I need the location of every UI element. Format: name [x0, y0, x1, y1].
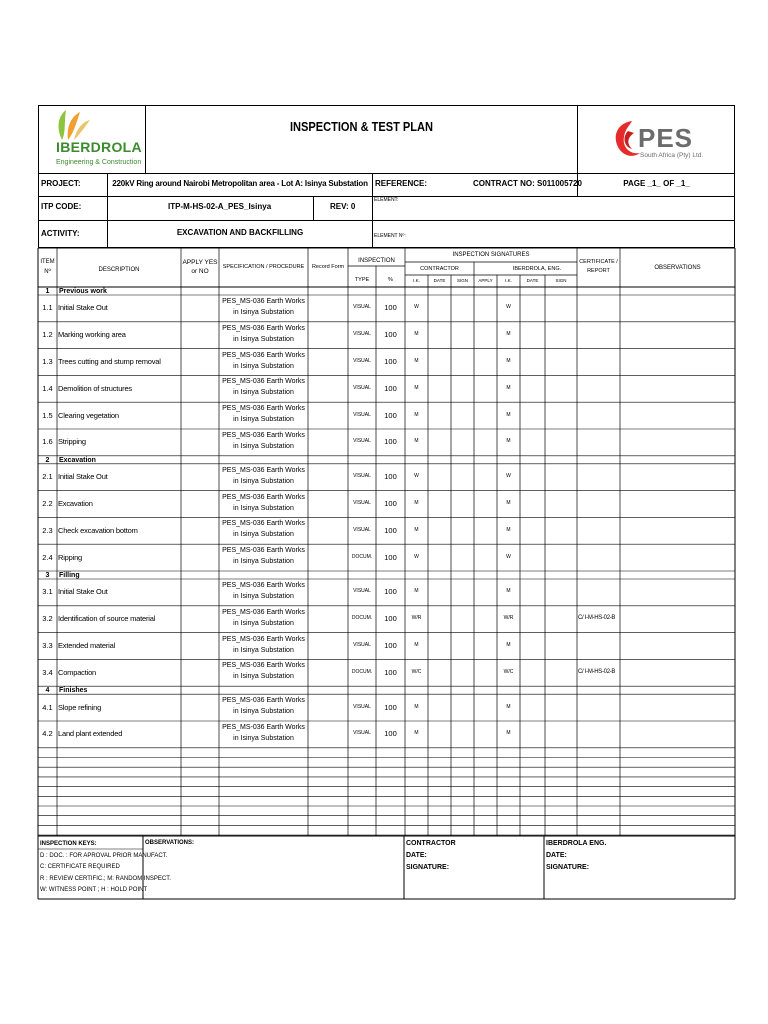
footer-observations-label: OBSERVATIONS: [145, 840, 195, 846]
item-inspection-type: DOCUM. [351, 615, 373, 622]
footer-contractor-date: DATE: [406, 852, 427, 859]
item-inspection-percent: 100 [384, 667, 397, 677]
page-title: INSPECTION & TEST PLAN [289, 119, 434, 134]
item-iberdrola-ik: W [506, 473, 511, 480]
item-description: Stripping [58, 437, 86, 447]
item-iberdrola-ik: M [506, 703, 511, 710]
section-title: Previous work [59, 288, 107, 295]
item-specification: PES_MS-036 Earth Works in Isinya Substation [222, 432, 305, 450]
item-inspection-type: VISUAL [353, 358, 371, 364]
iberdrola-logo-tagline: Engineering & Construction [56, 159, 142, 166]
footer-contractor-signature: SIGNATURE: [406, 864, 450, 871]
item-iberdrola-ik: M [506, 730, 511, 737]
item-iberdrola-ik: M [506, 438, 511, 445]
item-specification: PES_MS-036 Earth Works in Isinya Substation [222, 351, 305, 370]
item-inspection-percent: 100 [384, 702, 397, 712]
item-iberdrola-ik: M [506, 642, 511, 648]
item-iberdrola-ik: M [506, 358, 511, 364]
item-certificate: C/ I-M-HS-02-B [578, 668, 616, 675]
item-specification: PES_MS-036 Earth Works in Isinya Substation [222, 582, 305, 600]
project-value: 220kV Ring around Nairobi Metropolitan area - Lot A: Isinya Substation [112, 179, 368, 188]
item-inspection-type: DOCUM. [351, 553, 373, 560]
element-label: ELEMENT: [374, 197, 399, 203]
item-contractor-ik: W/C [411, 668, 422, 675]
item-number: 4.2 [42, 729, 53, 739]
item-specification: PES_MS-036 Earth Works in Isinya Substation [222, 724, 305, 742]
item-iberdrola-ik: W/C [503, 668, 514, 675]
page-number: PAGE _1_ OF _1_ [623, 179, 690, 188]
item-iberdrola-ik: M [506, 526, 511, 533]
item-description: Excavation [58, 499, 93, 508]
item-inspection-type: VISUAL [353, 526, 371, 533]
item-inspection-type: VISUAL [353, 331, 371, 338]
item-number: 3.3 [42, 641, 53, 650]
footer-iberdrola-signature: SIGNATURE: [546, 864, 590, 871]
item-inspection-type: VISUAL [353, 588, 371, 595]
col-apply-header: APPLY YES or NO [182, 259, 218, 275]
item-specification: PES_MS-036 Earth Works in Isinya Substation [222, 635, 305, 654]
inspection-key-1: D : DOC. : FOR APROVAL PRIOR MANUFACT. [40, 853, 168, 859]
item-description: Compaction [58, 667, 97, 677]
item-specification: PES_MS-036 Earth Works in Isinya Substation [222, 697, 305, 716]
item-number: 4.1 [42, 702, 53, 712]
item-number: 1.6 [42, 437, 53, 447]
item-inspection-percent: 100 [384, 357, 397, 366]
item-inspection-type: VISUAL [353, 438, 371, 445]
item-specification: PES_MS-036 Earth Works in Isinya Substation [222, 324, 305, 343]
item-specification: PES_MS-036 Earth Works in Isinya Substation [222, 378, 305, 397]
col-iberdrola-header: IBERDROLA, ENG. [512, 266, 562, 272]
item-inspection-percent: 100 [384, 641, 397, 650]
inspection-key-4: W: WITNESS POINT ; H : HOLD POINT [40, 887, 148, 893]
item-contractor-ik: W [414, 304, 419, 311]
item-description: Land plant extended [58, 729, 123, 739]
inspection-keys-title: INSPECTION KEYS: [40, 841, 97, 847]
item-inspection-type: VISUAL [353, 642, 371, 648]
element-number-label: ELEMENT Nº: [374, 233, 406, 239]
item-specification: PES_MS-036 Earth Works in Isinya Substation [222, 298, 305, 316]
item-description: Initial Stake Out [58, 587, 108, 597]
sub-header-5: I.K. [505, 278, 512, 283]
item-description: Slope refining [58, 702, 102, 712]
section-title: Filling [59, 572, 80, 579]
item-contractor-ik: M [414, 500, 419, 506]
item-specification: PES_MS-036 Earth Works in Isinya Substation [222, 520, 305, 539]
item-inspection-type: VISUAL [353, 411, 371, 418]
item-specification: PES_MS-036 Earth Works in Isinya Substation [222, 466, 305, 485]
item-iberdrola-ik: M [506, 411, 511, 418]
item-specification: PES_MS-036 Earth Works in Isinya Substation [222, 608, 305, 627]
reference-label: REFERENCE: [375, 179, 428, 188]
col-spec-header: SPECIFICATION / PROCEDURE [222, 264, 305, 270]
item-iberdrola-ik: M [506, 331, 511, 338]
item-contractor-ik: M [414, 588, 419, 595]
item-number: 1.1 [42, 303, 53, 313]
item-description: Check excavation bottom [58, 525, 138, 535]
item-inspection-type: VISUAL [353, 500, 371, 506]
item-specification: PES_MS-036 Earth Works in Isinya Substation [222, 493, 305, 512]
item-inspection-percent: 100 [384, 525, 397, 535]
item-number: 3.4 [42, 667, 53, 677]
pes-logo-tagline: South Africa (Pty) Ltd. [640, 152, 704, 159]
col-type-header: TYPE [354, 277, 370, 283]
footer-iberdrola-label: IBERDROLA ENG. [546, 840, 607, 847]
item-description: Trees cutting and stump removal [58, 357, 161, 366]
item-contractor-ik: M [414, 358, 419, 364]
sub-header-1: I.K. [413, 278, 420, 283]
item-contractor-ik: M [414, 642, 419, 648]
col-record-header: Record Form [311, 264, 345, 270]
inspection-key-2: C: CERTIFICATE REQUIRED [40, 864, 120, 870]
item-certificate: C/ I-M-HS-02-B [578, 615, 616, 622]
item-inspection-type: VISUAL [353, 384, 371, 391]
sub-header-7: SIGN [555, 278, 567, 283]
item-contractor-ik: M [414, 411, 419, 418]
project-label: PROJECT: [41, 179, 81, 188]
col-cert-header: CERTIFICATE / REPORT [579, 259, 618, 274]
item-iberdrola-ik: W [506, 553, 511, 560]
item-description: Marking working area [58, 330, 126, 340]
col-percent-header: % [388, 277, 393, 283]
col-signatures-header: INSPECTION SIGNATURES [452, 252, 530, 258]
item-description: Demolition of structures [58, 383, 132, 393]
item-inspection-percent: 100 [384, 410, 397, 420]
item-description: Clearing vegetation [58, 410, 119, 420]
item-inspection-type: VISUAL [353, 730, 371, 737]
sub-header-2: DATE [433, 278, 446, 283]
col-observations-header: OBSERVATIONS [654, 265, 701, 271]
item-description: Ripping [58, 552, 83, 562]
item-inspection-percent: 100 [384, 303, 397, 313]
item-inspection-percent: 100 [384, 330, 397, 340]
item-specification: PES_MS-036 Earth Works in Isinya Substation [222, 547, 305, 566]
item-inspection-percent: 100 [384, 437, 397, 447]
item-contractor-ik: M [414, 331, 419, 338]
item-description: Initial Stake Out [58, 472, 108, 482]
item-number: 2.1 [42, 472, 53, 482]
item-contractor-ik: M [414, 703, 419, 710]
item-number: 2.2 [42, 499, 53, 508]
item-specification: PES_MS-036 Earth Works in Isinya Substation [222, 662, 305, 681]
col-description-header: DESCRIPTION [98, 267, 140, 273]
item-iberdrola-ik: W/R [503, 615, 514, 622]
item-iberdrola-ik: M [506, 500, 511, 506]
item-number: 2.4 [42, 552, 53, 562]
item-contractor-ik: W [414, 473, 419, 480]
sub-header-6: DATE [526, 278, 539, 283]
col-inspection-header: INSPECTION [358, 258, 395, 264]
item-inspection-percent: 100 [384, 729, 397, 739]
item-number: 1.4 [42, 383, 53, 393]
item-contractor-ik: M [414, 438, 419, 445]
activity-value: EXCAVATION AND BACKFILLING [176, 228, 304, 237]
section-number: 3 [45, 572, 50, 579]
item-number: 1.2 [42, 330, 53, 340]
section-title: Finishes [59, 687, 88, 695]
col-contractor-header: CONTRACTOR [420, 266, 459, 272]
itp-code-value: ITP-M-HS-02-A_PES_Isinya [168, 202, 272, 211]
item-iberdrola-ik: M [506, 588, 511, 595]
item-iberdrola-ik: M [506, 384, 511, 391]
col-item-header: ITEM Nº [40, 259, 55, 275]
item-number: 3.1 [42, 587, 53, 597]
section-number: 4 [45, 687, 50, 695]
iberdrola-logo-text: IBERDROLA [56, 139, 142, 155]
item-inspection-percent: 100 [384, 587, 397, 597]
item-number: 1.5 [42, 410, 53, 420]
item-inspection-percent: 100 [384, 552, 397, 562]
item-inspection-percent: 100 [384, 499, 397, 508]
item-inspection-percent: 100 [384, 472, 397, 482]
item-contractor-ik: M [414, 526, 419, 533]
item-specification: PES_MS-036 Earth Works in Isinya Substation [222, 405, 305, 424]
item-contractor-ik: M [414, 384, 419, 391]
revision: REV: 0 [330, 202, 356, 211]
item-number: 1.3 [42, 357, 53, 366]
section-number: 2 [45, 456, 50, 464]
pes-logo-text: PES [638, 123, 694, 153]
item-inspection-type: VISUAL [353, 304, 371, 311]
item-number: 2.3 [42, 525, 53, 535]
footer-contractor-label: CONTRACTOR [406, 840, 456, 847]
item-description: Initial Stake Out [58, 303, 108, 313]
sub-header-4: APPLY [478, 278, 493, 283]
item-contractor-ik: W [414, 553, 419, 560]
section-title: Excavation [59, 456, 96, 464]
item-contractor-ik: M [414, 730, 419, 737]
footer-iberdrola-date: DATE: [546, 852, 567, 859]
item-inspection-percent: 100 [384, 383, 397, 393]
item-description: Extended material [58, 641, 116, 650]
item-contractor-ik: W/R [411, 615, 422, 622]
inspection-key-3: R : REVIEW CERTIFIC.; M: RANDOM INSPECT. [40, 876, 171, 882]
activity-label: ACTIVITY: [41, 229, 80, 238]
sub-header-3: SIGN [456, 278, 468, 283]
item-inspection-type: VISUAL [353, 703, 371, 710]
item-inspection-type: VISUAL [353, 473, 371, 480]
contract-number: CONTRACT NO: S011005720 [473, 179, 582, 188]
item-inspection-percent: 100 [384, 614, 397, 624]
itp-code-label: ITP CODE: [41, 202, 82, 211]
section-number: 1 [45, 288, 50, 295]
item-number: 3.2 [42, 614, 53, 624]
item-iberdrola-ik: W [506, 304, 511, 311]
item-inspection-type: DOCUM. [351, 668, 373, 675]
item-description: Identification of source material [58, 614, 156, 624]
